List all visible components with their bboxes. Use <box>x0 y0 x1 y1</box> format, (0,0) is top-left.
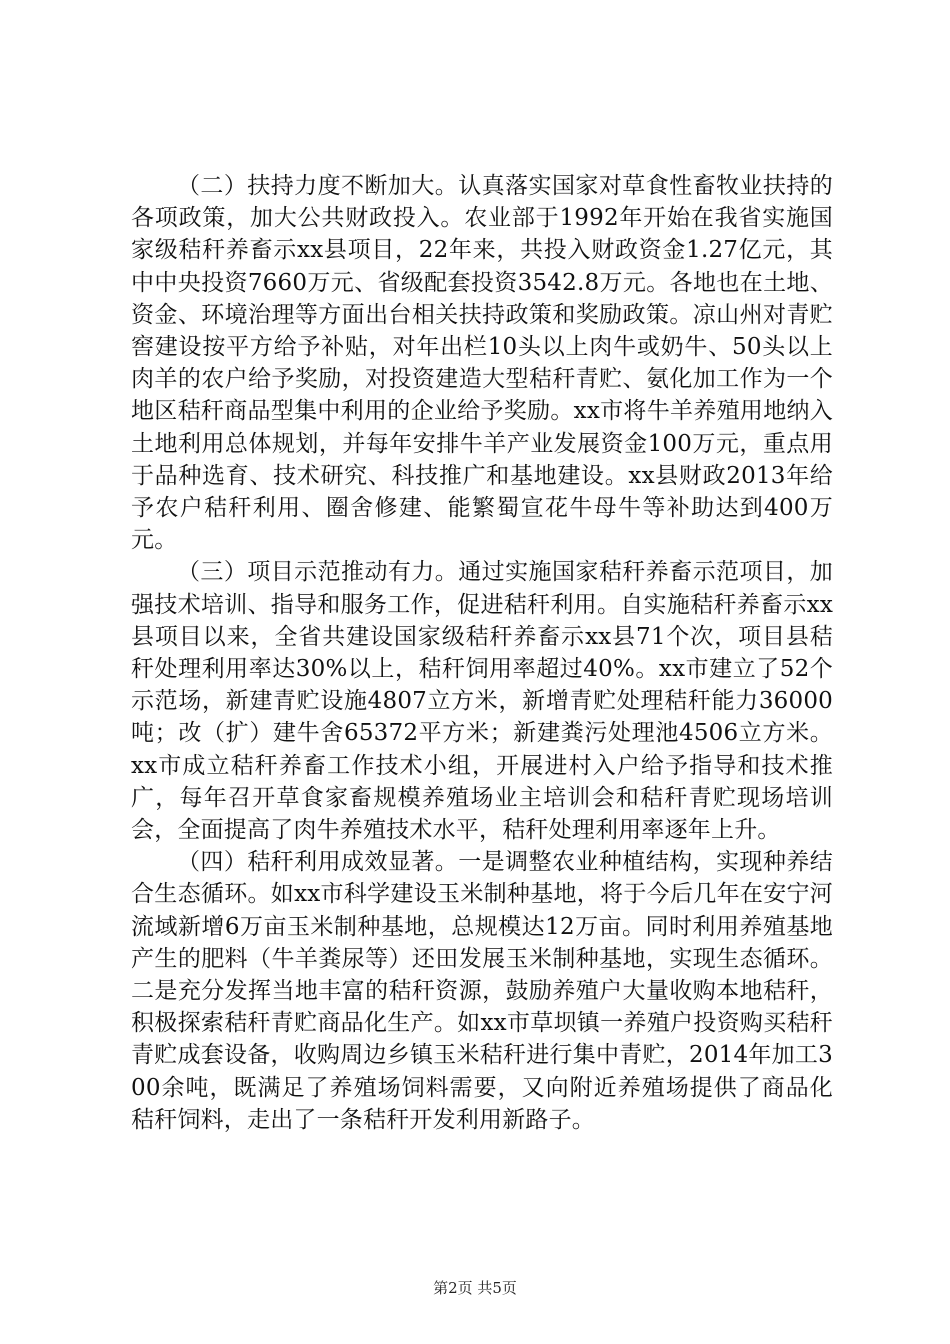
page-number-footer: 第2页 共5页 <box>433 1279 517 1297</box>
paragraph-support: （二）扶持力度不断加大。认真落实国家对草食性畜牧业扶持的各项政策，加大公共财政投入。农业部于1992年开始在我省实施国家级秸秆养畜示xx县项目，22年来，共投入财政资金1.27亿元，其中中央投资7660万元、省级配套投资3542.8万元。各地也在土地、资金、环境治理等方面出台相关扶持政策和奖励政策。凉山州对青贮窖建设按平方给予补贴，对年出栏10头以上肉牛或奶牛、50头以上肉羊的农户给予奖励，对投资建造大型秸秆青贮、氨化加工作为一个地区秸秆商品型集中利用的企业给予奖励。xx市将牛羊养殖用地纳入土地利用总体规划，并每年安排牛羊产业发展资金100万元，重点用于品种选育、技术研究、科技推广和基地建设。xx县财政2013年给予农户秸秆利用、圈舍修建、能繁蜀宣花牛母牛等补助达到400万元。 <box>131 173 833 554</box>
document-body <box>131 170 833 1136</box>
paragraph-demonstration: （三）项目示范推动有力。通过实施国家秸秆养畜示范项目，加强技术培训、指导和服务工作，促进秸秆利用。自实施秸秆养畜示xx县项目以来，全省共建设国家级秸秆养畜示xx县71个次，项目县秸秆处理利用率达30%以上，秸秆饲用率超过40%。xx市建立了52个示范场，新建青贮设施4807立方米，新增青贮处理秸秆能力36000吨；改（扩）建牛舍65372平方米；新建粪污处理池4506立方米。xx市成立秸秆养畜工作技术小组，开展进村入户给予指导和技术推广，每年召开草食家畜规模养殖场业主培训会和秸秆青贮现场培训会，全面提高了肉牛养殖技术水平，秸秆处理利用率逐年上升。 <box>131 559 833 844</box>
paragraph-results: （四）秸秆利用成效显著。一是调整农业种植结构，实现种养结合生态循环。如xx市科学建设玉米制种基地，将于今后几年在安宁河流域新增6万亩玉米制种基地，总规模达12万亩。同时利用养殖基地产生的肥料（牛羊粪尿等）还田发展玉米制种基地，实现生态循环。二是充分发挥当地丰富的秸秆资源，鼓励养殖户大量收购本地秸秆，积极探索秸秆青贮商品化生产。如xx市草坝镇一养殖户投资购买秸秆青贮成套设备，收购周边乡镇玉米秸秆进行集中青贮，2014年加工300余吨，既满足了养殖场饲料需要，又向附近养殖场提供了商品化秸秆饲料，走出了一条秸秆开发利用新路子。 <box>131 849 833 1133</box>
